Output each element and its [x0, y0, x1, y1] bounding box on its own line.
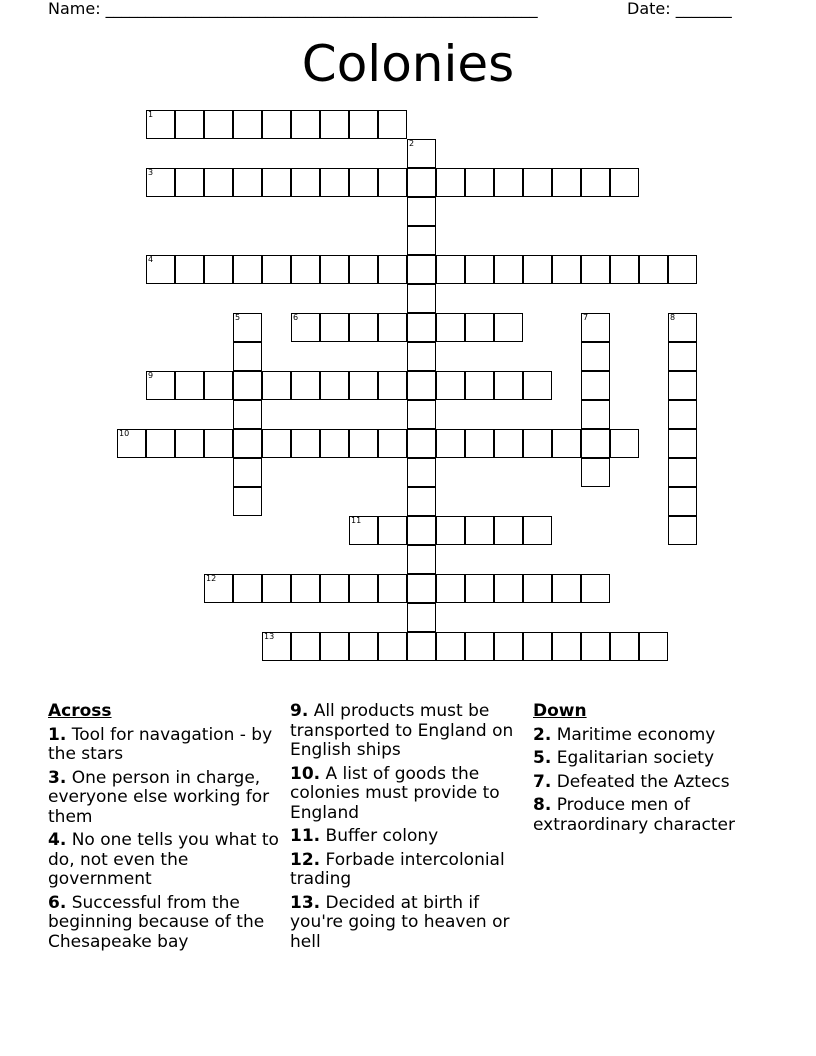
clue-across-6 — [48, 894, 280, 953]
grid-cell[interactable] — [349, 516, 378, 545]
grid-cell[interactable] — [291, 632, 320, 661]
clue-down-5 — [533, 749, 773, 769]
clue-text: Successful from the beginning because of the Chesapeake bay — [48, 892, 265, 952]
grid-cell[interactable] — [233, 400, 262, 429]
clue-number-label: 1 — [148, 110, 154, 119]
grid-cell[interactable] — [407, 545, 436, 574]
grid-cell[interactable] — [204, 429, 233, 458]
grid-cell[interactable] — [291, 110, 320, 139]
grid-cell[interactable] — [436, 371, 465, 400]
clue-across-4 — [48, 831, 280, 890]
clue-number: 9. — [290, 701, 309, 721]
grid-cell[interactable] — [581, 342, 610, 371]
grid-cell[interactable] — [552, 255, 581, 284]
across-heading: Across — [48, 701, 112, 721]
grid-cell[interactable] — [204, 255, 233, 284]
grid-cell[interactable] — [523, 574, 552, 603]
grid-cell[interactable] — [320, 255, 349, 284]
grid-cell[interactable] — [175, 110, 204, 139]
grid-cell[interactable] — [407, 313, 436, 342]
grid-cell[interactable] — [436, 255, 465, 284]
grid-cell[interactable] — [465, 429, 494, 458]
grid-cell[interactable] — [146, 429, 175, 458]
grid-cell[interactable] — [581, 371, 610, 400]
grid-cell[interactable] — [291, 574, 320, 603]
grid-cell[interactable] — [349, 429, 378, 458]
clue-number: 10. — [290, 763, 321, 784]
grid-cell[interactable] — [262, 574, 291, 603]
clue-across-13 — [290, 894, 528, 953]
grid-cell[interactable] — [523, 371, 552, 400]
grid-cell[interactable] — [581, 458, 610, 487]
clue-down-2 — [533, 726, 773, 746]
grid-cell[interactable] — [146, 110, 175, 139]
grid-cell[interactable] — [407, 632, 436, 661]
grid-cell[interactable] — [378, 574, 407, 603]
grid-cell[interactable] — [465, 255, 494, 284]
clue-text: No one tells you what to do, not even the government — [48, 830, 279, 889]
clue-text: Produce men of extraordinary character — [533, 795, 735, 835]
grid-cell[interactable] — [233, 110, 262, 139]
grid-cell[interactable] — [320, 632, 349, 661]
grid-cell[interactable] — [291, 255, 320, 284]
name-field-label: Name: ______________________________________________________ — [48, 0, 538, 18]
grid-cell[interactable] — [668, 371, 697, 400]
grid-cell[interactable] — [204, 371, 233, 400]
grid-cell[interactable] — [610, 429, 639, 458]
clues-column-2 — [290, 702, 528, 956]
grid-cell[interactable] — [175, 371, 204, 400]
grid-cell[interactable] — [407, 429, 436, 458]
grid-cell[interactable] — [204, 168, 233, 197]
clue-number: 4. — [48, 830, 67, 850]
clue-number-label: 9 — [148, 371, 154, 380]
grid-cell[interactable] — [523, 255, 552, 284]
grid-cell[interactable] — [378, 429, 407, 458]
clue-number-label: 6 — [293, 313, 299, 322]
clue-number: 7. — [533, 771, 552, 792]
grid-cell[interactable] — [233, 574, 262, 603]
clue-number: 11. — [290, 826, 321, 846]
grid-cell[interactable] — [204, 110, 233, 139]
down-heading: Down — [533, 701, 587, 721]
clue-number-label: 13 — [264, 632, 275, 641]
clue-text: All products must be transported to England on English ships — [290, 701, 514, 760]
clue-number: 6. — [48, 892, 67, 913]
grid-cell[interactable] — [407, 197, 436, 226]
grid-cell[interactable] — [436, 168, 465, 197]
clue-text: Egalitarian society — [551, 748, 715, 768]
grid-cell[interactable] — [349, 632, 378, 661]
grid-cell[interactable] — [407, 371, 436, 400]
clue-down-8 — [533, 796, 773, 835]
grid-cell[interactable] — [378, 168, 407, 197]
clue-number-label: 4 — [148, 255, 154, 264]
grid-cell[interactable] — [233, 342, 262, 371]
grid-cell[interactable] — [407, 342, 436, 371]
grid-cell[interactable] — [581, 400, 610, 429]
grid-cell[interactable] — [552, 429, 581, 458]
grid-cell[interactable] — [291, 313, 320, 342]
grid-cell[interactable] — [407, 255, 436, 284]
grid-cell[interactable] — [349, 313, 378, 342]
clue-text: Maritime economy — [551, 724, 716, 745]
grid-cell[interactable] — [494, 255, 523, 284]
grid-cell[interactable] — [378, 313, 407, 342]
grid-cell[interactable] — [610, 632, 639, 661]
clue-down-7 — [533, 773, 773, 793]
grid-cell[interactable] — [523, 516, 552, 545]
grid-cell[interactable] — [146, 255, 175, 284]
grid-cell[interactable] — [494, 168, 523, 197]
grid-cell[interactable] — [639, 632, 668, 661]
clue-number-label: 11 — [351, 516, 362, 525]
grid-cell[interactable] — [639, 255, 668, 284]
grid-cell[interactable] — [407, 603, 436, 632]
clue-number: 13. — [290, 892, 321, 913]
grid-cell[interactable] — [465, 371, 494, 400]
grid-cell[interactable] — [581, 574, 610, 603]
clue-across-3 — [48, 769, 280, 828]
grid-cell[interactable] — [378, 632, 407, 661]
grid-cell[interactable] — [494, 516, 523, 545]
grid-cell[interactable] — [233, 313, 262, 342]
grid-cell[interactable] — [233, 487, 262, 516]
clue-text: A list of goods the colonies must provide to England — [290, 763, 500, 823]
grid-cell[interactable] — [291, 429, 320, 458]
grid-cell[interactable] — [494, 632, 523, 661]
grid-cell[interactable] — [320, 574, 349, 603]
clue-number-label: 7 — [583, 313, 589, 322]
grid-cell[interactable] — [436, 429, 465, 458]
grid-cell[interactable] — [668, 429, 697, 458]
clue-text: One person in charge, everyone else working for them — [48, 767, 270, 827]
grid-cell[interactable] — [262, 371, 291, 400]
grid-cell[interactable] — [494, 313, 523, 342]
grid-cell[interactable] — [523, 632, 552, 661]
clue-number: 2. — [533, 724, 552, 745]
page-title: Colonies — [301, 35, 515, 93]
grid-cell[interactable] — [494, 371, 523, 400]
grid-cell[interactable] — [436, 632, 465, 661]
grid-cell[interactable] — [465, 574, 494, 603]
clue-number-label: 8 — [670, 313, 676, 322]
grid-cell[interactable] — [349, 168, 378, 197]
grid-cell[interactable] — [668, 487, 697, 516]
grid-cell[interactable] — [668, 342, 697, 371]
clue-across-12 — [290, 851, 528, 890]
grid-cell[interactable] — [610, 168, 639, 197]
grid-cell[interactable] — [581, 255, 610, 284]
clue-text: Buffer colony — [320, 826, 439, 846]
grid-cell[interactable] — [233, 168, 262, 197]
date-field-label: Date: _______ — [627, 0, 732, 18]
clue-number-label: 5 — [235, 313, 241, 322]
grid-cell[interactable] — [581, 168, 610, 197]
grid-cell[interactable] — [407, 400, 436, 429]
grid-cell[interactable] — [262, 110, 291, 139]
grid-cell[interactable] — [668, 313, 697, 342]
grid-cell[interactable] — [378, 516, 407, 545]
grid-cell[interactable] — [552, 574, 581, 603]
grid-cell[interactable] — [349, 574, 378, 603]
grid-cell[interactable] — [320, 168, 349, 197]
clue-text: Defeated the Aztecs — [551, 771, 730, 792]
grid-cell[interactable] — [407, 139, 436, 168]
grid-cell[interactable] — [465, 168, 494, 197]
grid-cell[interactable] — [523, 168, 552, 197]
grid-cell[interactable] — [581, 429, 610, 458]
grid-cell[interactable] — [262, 632, 291, 661]
clue-number: 12. — [290, 849, 321, 870]
clue-across-10 — [290, 765, 528, 824]
grid-cell[interactable] — [349, 255, 378, 284]
grid-cell[interactable] — [436, 313, 465, 342]
grid-cell[interactable] — [378, 371, 407, 400]
grid-cell[interactable] — [262, 168, 291, 197]
grid-cell[interactable] — [407, 458, 436, 487]
grid-cell[interactable] — [668, 400, 697, 429]
clue-number-label: 10 — [119, 429, 130, 438]
grid-cell[interactable] — [465, 632, 494, 661]
clue-number-label: 2 — [409, 139, 415, 148]
grid-cell[interactable] — [552, 168, 581, 197]
grid-cell[interactable] — [233, 255, 262, 284]
grid-cell[interactable] — [320, 313, 349, 342]
grid-cell[interactable] — [378, 255, 407, 284]
grid-cell[interactable] — [146, 371, 175, 400]
grid-cell[interactable] — [349, 371, 378, 400]
grid-cell[interactable] — [436, 574, 465, 603]
grid-cell[interactable] — [233, 458, 262, 487]
grid-cell[interactable] — [668, 458, 697, 487]
grid-cell[interactable] — [175, 168, 204, 197]
grid-cell[interactable] — [349, 110, 378, 139]
grid-cell[interactable] — [117, 429, 146, 458]
grid-cell[interactable] — [494, 574, 523, 603]
grid-cell[interactable] — [436, 516, 465, 545]
grid-cell[interactable] — [465, 516, 494, 545]
clue-text: Forbade intercolonial trading — [290, 849, 505, 889]
clue-number: 8. — [533, 795, 552, 815]
grid-cell[interactable] — [407, 284, 436, 313]
grid-cell[interactable] — [320, 429, 349, 458]
grid-cell[interactable] — [407, 226, 436, 255]
grid-cell[interactable] — [494, 429, 523, 458]
grid-cell[interactable] — [378, 110, 407, 139]
grid-cell[interactable] — [581, 313, 610, 342]
grid-cell[interactable] — [233, 371, 262, 400]
clue-number: 1. — [48, 724, 67, 745]
clue-number: 3. — [48, 767, 67, 788]
clue-across-1 — [48, 726, 280, 765]
clue-number-label: 12 — [206, 574, 217, 583]
clues-column-3 — [533, 702, 773, 839]
clue-number-label: 3 — [148, 168, 154, 177]
grid-cell[interactable] — [175, 429, 204, 458]
grid-cell[interactable] — [668, 516, 697, 545]
grid-cell[interactable] — [233, 429, 262, 458]
grid-cell[interactable] — [552, 632, 581, 661]
grid-cell[interactable] — [320, 371, 349, 400]
grid-cell[interactable] — [320, 110, 349, 139]
grid-cell[interactable] — [262, 429, 291, 458]
clue-number: 5. — [533, 748, 552, 768]
grid-cell[interactable] — [291, 168, 320, 197]
clue-across-9 — [290, 702, 528, 761]
clues-column-1 — [48, 702, 280, 956]
grid-cell[interactable] — [262, 255, 291, 284]
clue-text: Tool for navagation - by the stars — [48, 724, 273, 764]
grid-cell[interactable] — [204, 574, 233, 603]
clue-text: Decided at birth if you're going to heaven or hell — [290, 892, 510, 952]
clue-across-11 — [290, 827, 528, 847]
grid-cell[interactable] — [610, 255, 639, 284]
grid-cell[interactable] — [407, 487, 436, 516]
grid-cell[interactable] — [407, 168, 436, 197]
grid-cell[interactable] — [581, 632, 610, 661]
grid-cell[interactable] — [175, 255, 204, 284]
grid-cell[interactable] — [407, 516, 436, 545]
grid-cell[interactable] — [146, 168, 175, 197]
grid-cell[interactable] — [668, 255, 697, 284]
grid-cell[interactable] — [465, 313, 494, 342]
grid-cell[interactable] — [291, 371, 320, 400]
grid-cell[interactable] — [407, 574, 436, 603]
grid-cell[interactable] — [523, 429, 552, 458]
